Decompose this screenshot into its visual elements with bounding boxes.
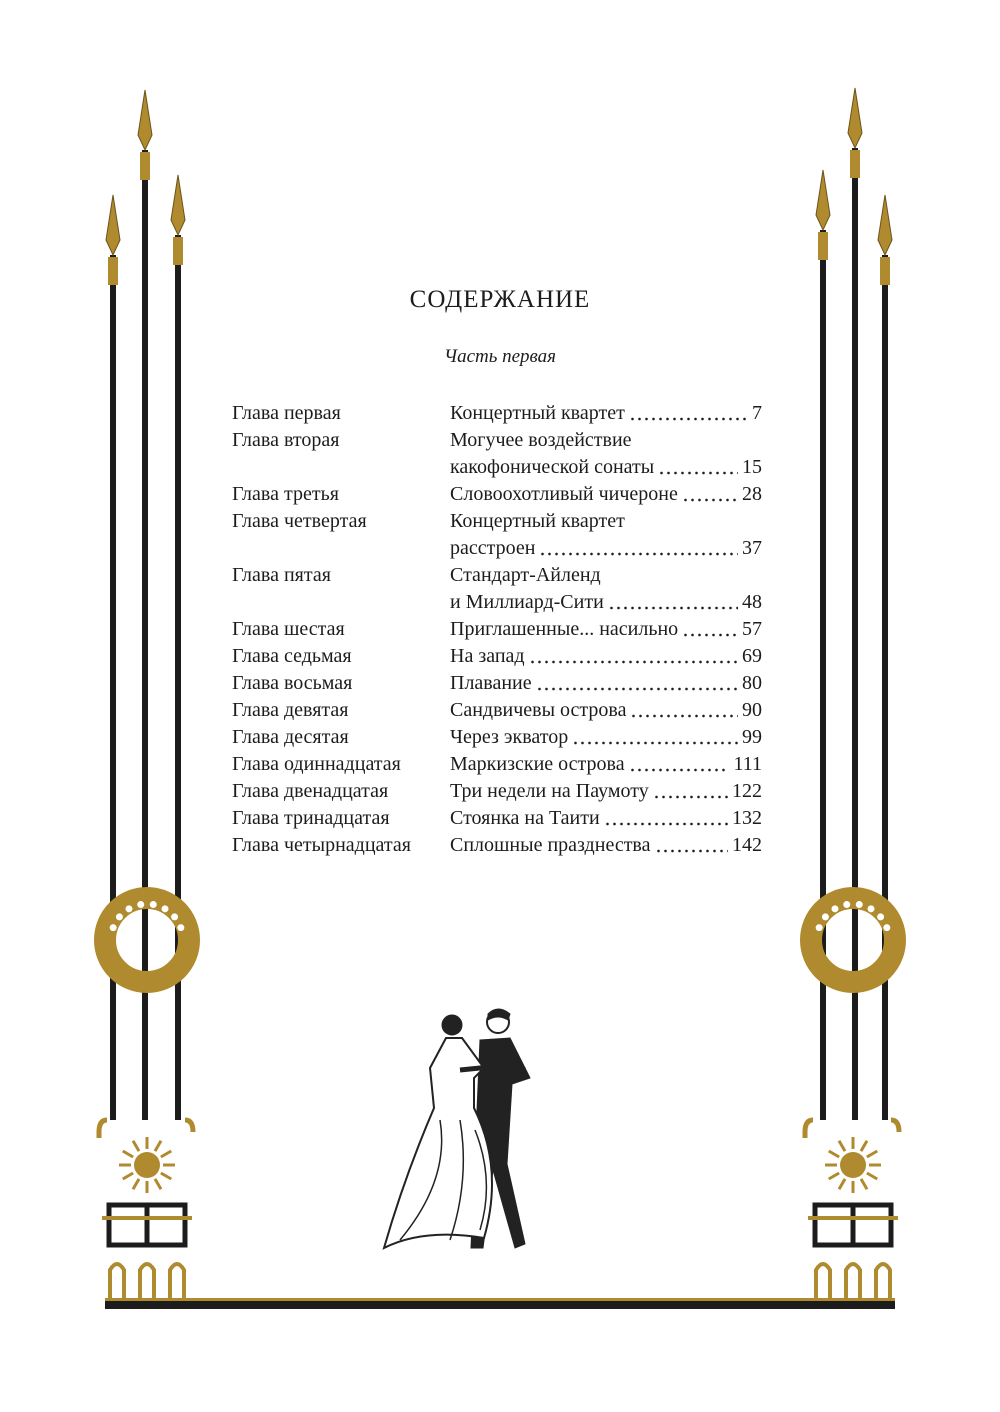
toc-entry[interactable]: [232, 427, 762, 481]
sun-ray: [829, 1151, 839, 1157]
chapter-number: Глава третья: [232, 483, 339, 505]
dot-leader: [536, 670, 738, 691]
chapter-title: На запад: [450, 645, 525, 667]
page-number: 57: [742, 618, 762, 640]
dot-leader: [658, 454, 738, 475]
ring-hole: [137, 901, 144, 908]
sun-ray: [155, 1141, 161, 1151]
chapter-title: Сандвичевы острова: [450, 699, 627, 721]
chapter-title: Приглашенные... насильно: [450, 618, 679, 640]
page-number: 37: [742, 537, 762, 559]
sun-ray: [867, 1151, 877, 1157]
sun-ray: [861, 1141, 867, 1151]
page-number: 7: [752, 402, 762, 424]
chapter-title: Через экватор: [450, 726, 569, 748]
sun-ray: [123, 1173, 133, 1179]
chapter-number: Глава четырнадцатая: [232, 834, 411, 856]
hook-icon: [99, 1120, 193, 1138]
toc-entry[interactable]: [232, 616, 762, 643]
loop-icon: [110, 1264, 124, 1300]
dot-leader: [653, 778, 728, 799]
dot-leader: [539, 535, 738, 556]
toc-entry[interactable]: [232, 562, 762, 616]
sun-icon: [840, 1152, 866, 1178]
page-number: 28: [742, 483, 762, 505]
sun-ray: [133, 1179, 139, 1189]
ring-hole: [162, 905, 169, 912]
ring-hole: [822, 913, 829, 920]
table-of-contents: [232, 400, 762, 859]
chapter-title: Концертный квартет: [450, 510, 625, 532]
spear-tip-icon: [138, 90, 152, 150]
page-title: СОДЕРЖАНИЕ: [409, 286, 591, 313]
ring-hole: [110, 924, 117, 931]
spear-tassel: [108, 257, 118, 285]
sun-ray: [861, 1179, 867, 1189]
chapter-number: Глава восьмая: [232, 672, 353, 694]
sun-ray: [161, 1173, 171, 1179]
part-heading: Часть первая: [443, 346, 557, 367]
ring-hole: [126, 905, 133, 912]
bottom-bar: [105, 1301, 895, 1309]
chapter-title: Сплошные празднества: [450, 834, 651, 856]
page-number: 48: [742, 591, 762, 613]
ring-hole: [816, 924, 823, 931]
sun-ray: [839, 1179, 845, 1189]
spear-tassel: [818, 232, 828, 260]
page-number: 99: [742, 726, 762, 748]
dot-leader: [608, 589, 738, 610]
toc-entry[interactable]: [232, 697, 762, 724]
ring-hole: [877, 913, 884, 920]
chapter-number: Глава двенадцатая: [232, 780, 389, 802]
chapter-title: Могучее воздействие: [450, 429, 632, 451]
chapter-number: Глава девятая: [232, 699, 349, 721]
chapter-number: Глава вторая: [232, 429, 340, 451]
chapter-title: Три недели на Паумоту: [450, 780, 649, 802]
ring-hole: [150, 901, 157, 908]
sun-ray: [829, 1173, 839, 1179]
toc-entry[interactable]: [232, 643, 762, 670]
toc-entry[interactable]: [232, 778, 762, 805]
dancing-couple-illustration: [380, 1000, 550, 1260]
ring-hole: [171, 913, 178, 920]
ring-hole: [177, 924, 184, 931]
dot-leader: [604, 805, 728, 826]
toc-entry[interactable]: [232, 481, 762, 508]
chapter-title: Словоохотливый чичероне: [450, 483, 678, 505]
loop-icon: [816, 1264, 830, 1300]
chapter-number: Глава одиннадцатая: [232, 753, 401, 775]
toc-entry[interactable]: [232, 832, 762, 859]
chapter-number: Глава первая: [232, 402, 341, 424]
loop-icon: [140, 1264, 154, 1300]
page-number: 142: [732, 834, 762, 856]
ring-hole: [116, 913, 123, 920]
page-number: 122: [732, 780, 762, 802]
spear-tip-icon: [878, 195, 892, 255]
chapter-title: и Миллиард-Сити: [450, 591, 604, 613]
loop-icon: [876, 1264, 890, 1300]
toc-entry[interactable]: [232, 724, 762, 751]
toc-entry[interactable]: [232, 751, 762, 778]
page-number: 132: [732, 807, 762, 829]
ring-hole: [843, 901, 850, 908]
sun-ray: [839, 1141, 845, 1151]
dot-leader: [529, 643, 738, 664]
toc-entry[interactable]: [232, 508, 762, 562]
toc-entry[interactable]: [232, 670, 762, 697]
ring-hole: [856, 901, 863, 908]
chapter-number: Глава тринадцатая: [232, 807, 390, 829]
spear-tip-icon: [816, 170, 830, 230]
page-number: 90: [742, 699, 762, 721]
toc-entry[interactable]: [232, 400, 762, 427]
dot-leader: [572, 724, 738, 745]
spear-tassel: [880, 257, 890, 285]
spear-tassel: [850, 150, 860, 178]
chapter-number: Глава пятая: [232, 564, 331, 586]
spear-tip-icon: [171, 175, 185, 235]
chapter-title: Маркизские острова: [450, 753, 625, 775]
sun-ray: [161, 1151, 171, 1157]
chapter-number: Глава шестая: [232, 618, 345, 640]
sun-ray: [133, 1141, 139, 1151]
ring-hole: [832, 905, 839, 912]
dot-leader: [682, 481, 738, 502]
dot-leader: [655, 832, 729, 853]
chapter-number: Глава четвертая: [232, 510, 367, 532]
sun-icon: [134, 1152, 160, 1178]
spear-tip-icon: [106, 195, 120, 255]
spear-tassel: [173, 237, 183, 265]
loop-icon: [846, 1264, 860, 1300]
sun-ray: [123, 1151, 133, 1157]
page-number: 80: [742, 672, 762, 694]
sun-ray: [867, 1173, 877, 1179]
page-number: 15: [742, 456, 762, 478]
ring-hole: [883, 924, 890, 931]
sun-ray: [155, 1179, 161, 1189]
bottom-bar-gold: [105, 1298, 895, 1301]
page-number: 69: [742, 645, 762, 667]
chapter-title: какофонической сонаты: [450, 456, 655, 478]
chapter-title: Стоянка на Таити: [450, 807, 600, 829]
dot-leader: [630, 697, 738, 718]
pole: [882, 255, 888, 1120]
dot-leader: [629, 751, 730, 772]
hook-icon: [805, 1120, 899, 1138]
chapter-number: Глава седьмая: [232, 645, 352, 667]
toc-entry[interactable]: [232, 805, 762, 832]
chapter-title: Стандарт-Айленд: [450, 564, 601, 586]
chapter-title: Плавание: [450, 672, 532, 694]
loop-icon: [170, 1264, 184, 1300]
chapter-number: Глава десятая: [232, 726, 349, 748]
ring-hole: [868, 905, 875, 912]
dot-leader: [682, 616, 738, 637]
chapter-title: Концертный квартет: [450, 402, 625, 424]
dot-leader: [629, 400, 748, 421]
chapter-title: расстроен: [450, 537, 536, 559]
spear-tip-icon: [848, 88, 862, 148]
page-number: 111: [733, 753, 762, 775]
spear-tassel: [140, 152, 150, 180]
pole: [110, 255, 116, 1120]
